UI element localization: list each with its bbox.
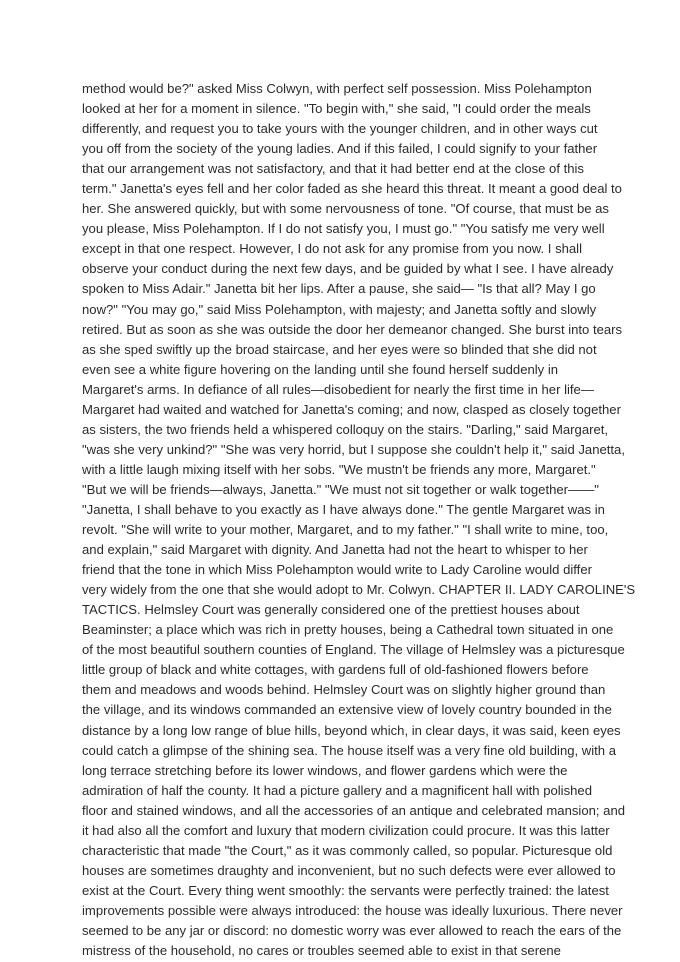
text-line: houses are sometimes draughty and inconvenient, but no such defects were ever allowed to xyxy=(82,862,616,878)
text-line: admiration of half the county. It had a picture gallery and a magnificent hall with polished xyxy=(82,782,592,798)
text-line: retired. But as soon as she was outside the door her demeanor changed. She burst into tears xyxy=(82,321,623,337)
text-line: of the most beautiful southern counties of England. The village of Helmsley was a picturesque xyxy=(82,642,625,658)
text-line: mistress of the household, no cares or troubles seemed able to exist in that serene xyxy=(82,943,561,959)
body-text xyxy=(82,79,636,961)
text-line: Margaret had waited and watched for Janetta's coming; and now, clasped as closely together xyxy=(82,401,621,417)
text-line: TACTICS. Helmsley Court was generally considered one of the prettiest houses about xyxy=(82,602,580,618)
text-line: Beaminster; a place which was rich in pretty houses, being a Cathedral town situated in one xyxy=(82,622,614,638)
text-line: except in that one respect. However, I do not ask for any promise from you now. I shall xyxy=(82,241,582,257)
text-line: "But we will be friends—always, Janetta." "We must not sit together or walk together——" xyxy=(82,481,599,497)
text-line: improvements possible were always introduced: the house was ideally luxurious. There never xyxy=(82,902,623,918)
text-line: floor and stained windows, and all the accessories of an antique and celebrated mansion; and xyxy=(82,802,626,818)
text-line: exist at the Court. Every thing went smoothly: the servants were perfectly trained: the latest xyxy=(82,882,609,898)
text-line: now?" "You may go," said Miss Polehampton, with majesty; and Janetta softly and slowly xyxy=(82,301,597,317)
text-line: observe your conduct during the next few days, and be guided by what I see. I have already xyxy=(82,261,614,277)
text-line: it had also all the comfort and luxury that modern civilization could procure. It was this latter xyxy=(82,822,610,838)
text-line: could catch a glimpse of the shining sea. The house itself was a very fine old building, with a xyxy=(82,742,616,758)
text-line: her. She answered quickly, but with some nervousness of tone. "Of course, that must be as xyxy=(82,201,609,217)
text-line: even see a white figure hovering on the landing until she found herself suddenly in xyxy=(82,361,559,377)
text-line: very widely from the one that she would adopt to Mr. Colwyn. CHAPTER II. LADY CAROLINE'S xyxy=(82,582,636,598)
text-line: as sisters, the two friends held a whispered colloquy on the stairs. "Darling," said Margaret, xyxy=(82,421,609,437)
text-line: as she sped swiftly up the broad staircase, and her eyes were so blinded that she did not xyxy=(82,341,597,357)
text-line: Margaret's arms. In defiance of all rules—disobedient for nearly the first time in her life— xyxy=(82,381,594,397)
text-line: long terrace stretching before its lower windows, and flower gardens which were the xyxy=(82,762,568,778)
text-line: with a little laugh mixing itself with her sobs. "We mustn't be friends any more, Margaret." xyxy=(82,461,596,477)
text-line: term." Janetta's eyes fell and her color faded as she heard this threat. It meant a good deal to xyxy=(82,181,622,197)
text-line: you please, Miss Polehampton. If I do not satisfy you, I must go." "You satisfy me very well xyxy=(82,221,605,237)
text-line: little group of black and white cottages, with gardens full of old-fashioned flowers before xyxy=(82,662,589,678)
text-line: method would be?" asked Miss Colwyn, with perfect self possession. Miss Polehampton xyxy=(82,81,592,96)
text-line: the village, and its windows commanded an extensive view of lovely country bounded in the xyxy=(82,702,612,718)
text-line: looked at her for a moment in silence. "To begin with," she said, "I could order the meals xyxy=(82,101,591,117)
text-line: "was she very unkind?" "She was very horrid, but I suppose she couldn't help it," said Janetta, xyxy=(82,441,625,457)
text-line: friend that the tone in which Miss Polehampton would write to Lady Caroline would differ xyxy=(82,562,592,578)
text-line: that our arrangement was not satisfactory, and that it had better end at the close of this xyxy=(82,161,584,177)
text-line: characteristic that made "the Court," as it was commonly called, so popular. Picturesque old xyxy=(82,842,613,858)
text-line: differently, and request you to take yours with the younger children, and in other ways cut xyxy=(82,121,598,137)
text-line: spoken to Miss Adair." Janetta bit her lips. After a pause, she said— "Is that all? May I go xyxy=(82,281,596,297)
text-line: and explain," said Margaret with dignity. And Janetta had not the heart to whisper to her xyxy=(82,542,588,558)
text-line: seemed to be any jar or discord: no domestic worry was ever allowed to reach the ears of the xyxy=(82,922,622,938)
text-line: distance by a long low range of blue hills, beyond which, in clear days, it was said, keen eyes xyxy=(82,722,621,738)
text-line: "Janetta, I shall behave to you exactly as I have always done." The gentle Margaret was in xyxy=(82,501,605,517)
text-line: them and meadows and woods behind. Helmsley Court was on slightly higher ground than xyxy=(82,682,606,698)
text-line: revolt. "She will write to your mother, Margaret, and to my father." "I shall write to mine, too, xyxy=(82,522,609,538)
text-line: you off from the society of the young ladies. And if this failed, I could signify to your father xyxy=(82,141,598,157)
